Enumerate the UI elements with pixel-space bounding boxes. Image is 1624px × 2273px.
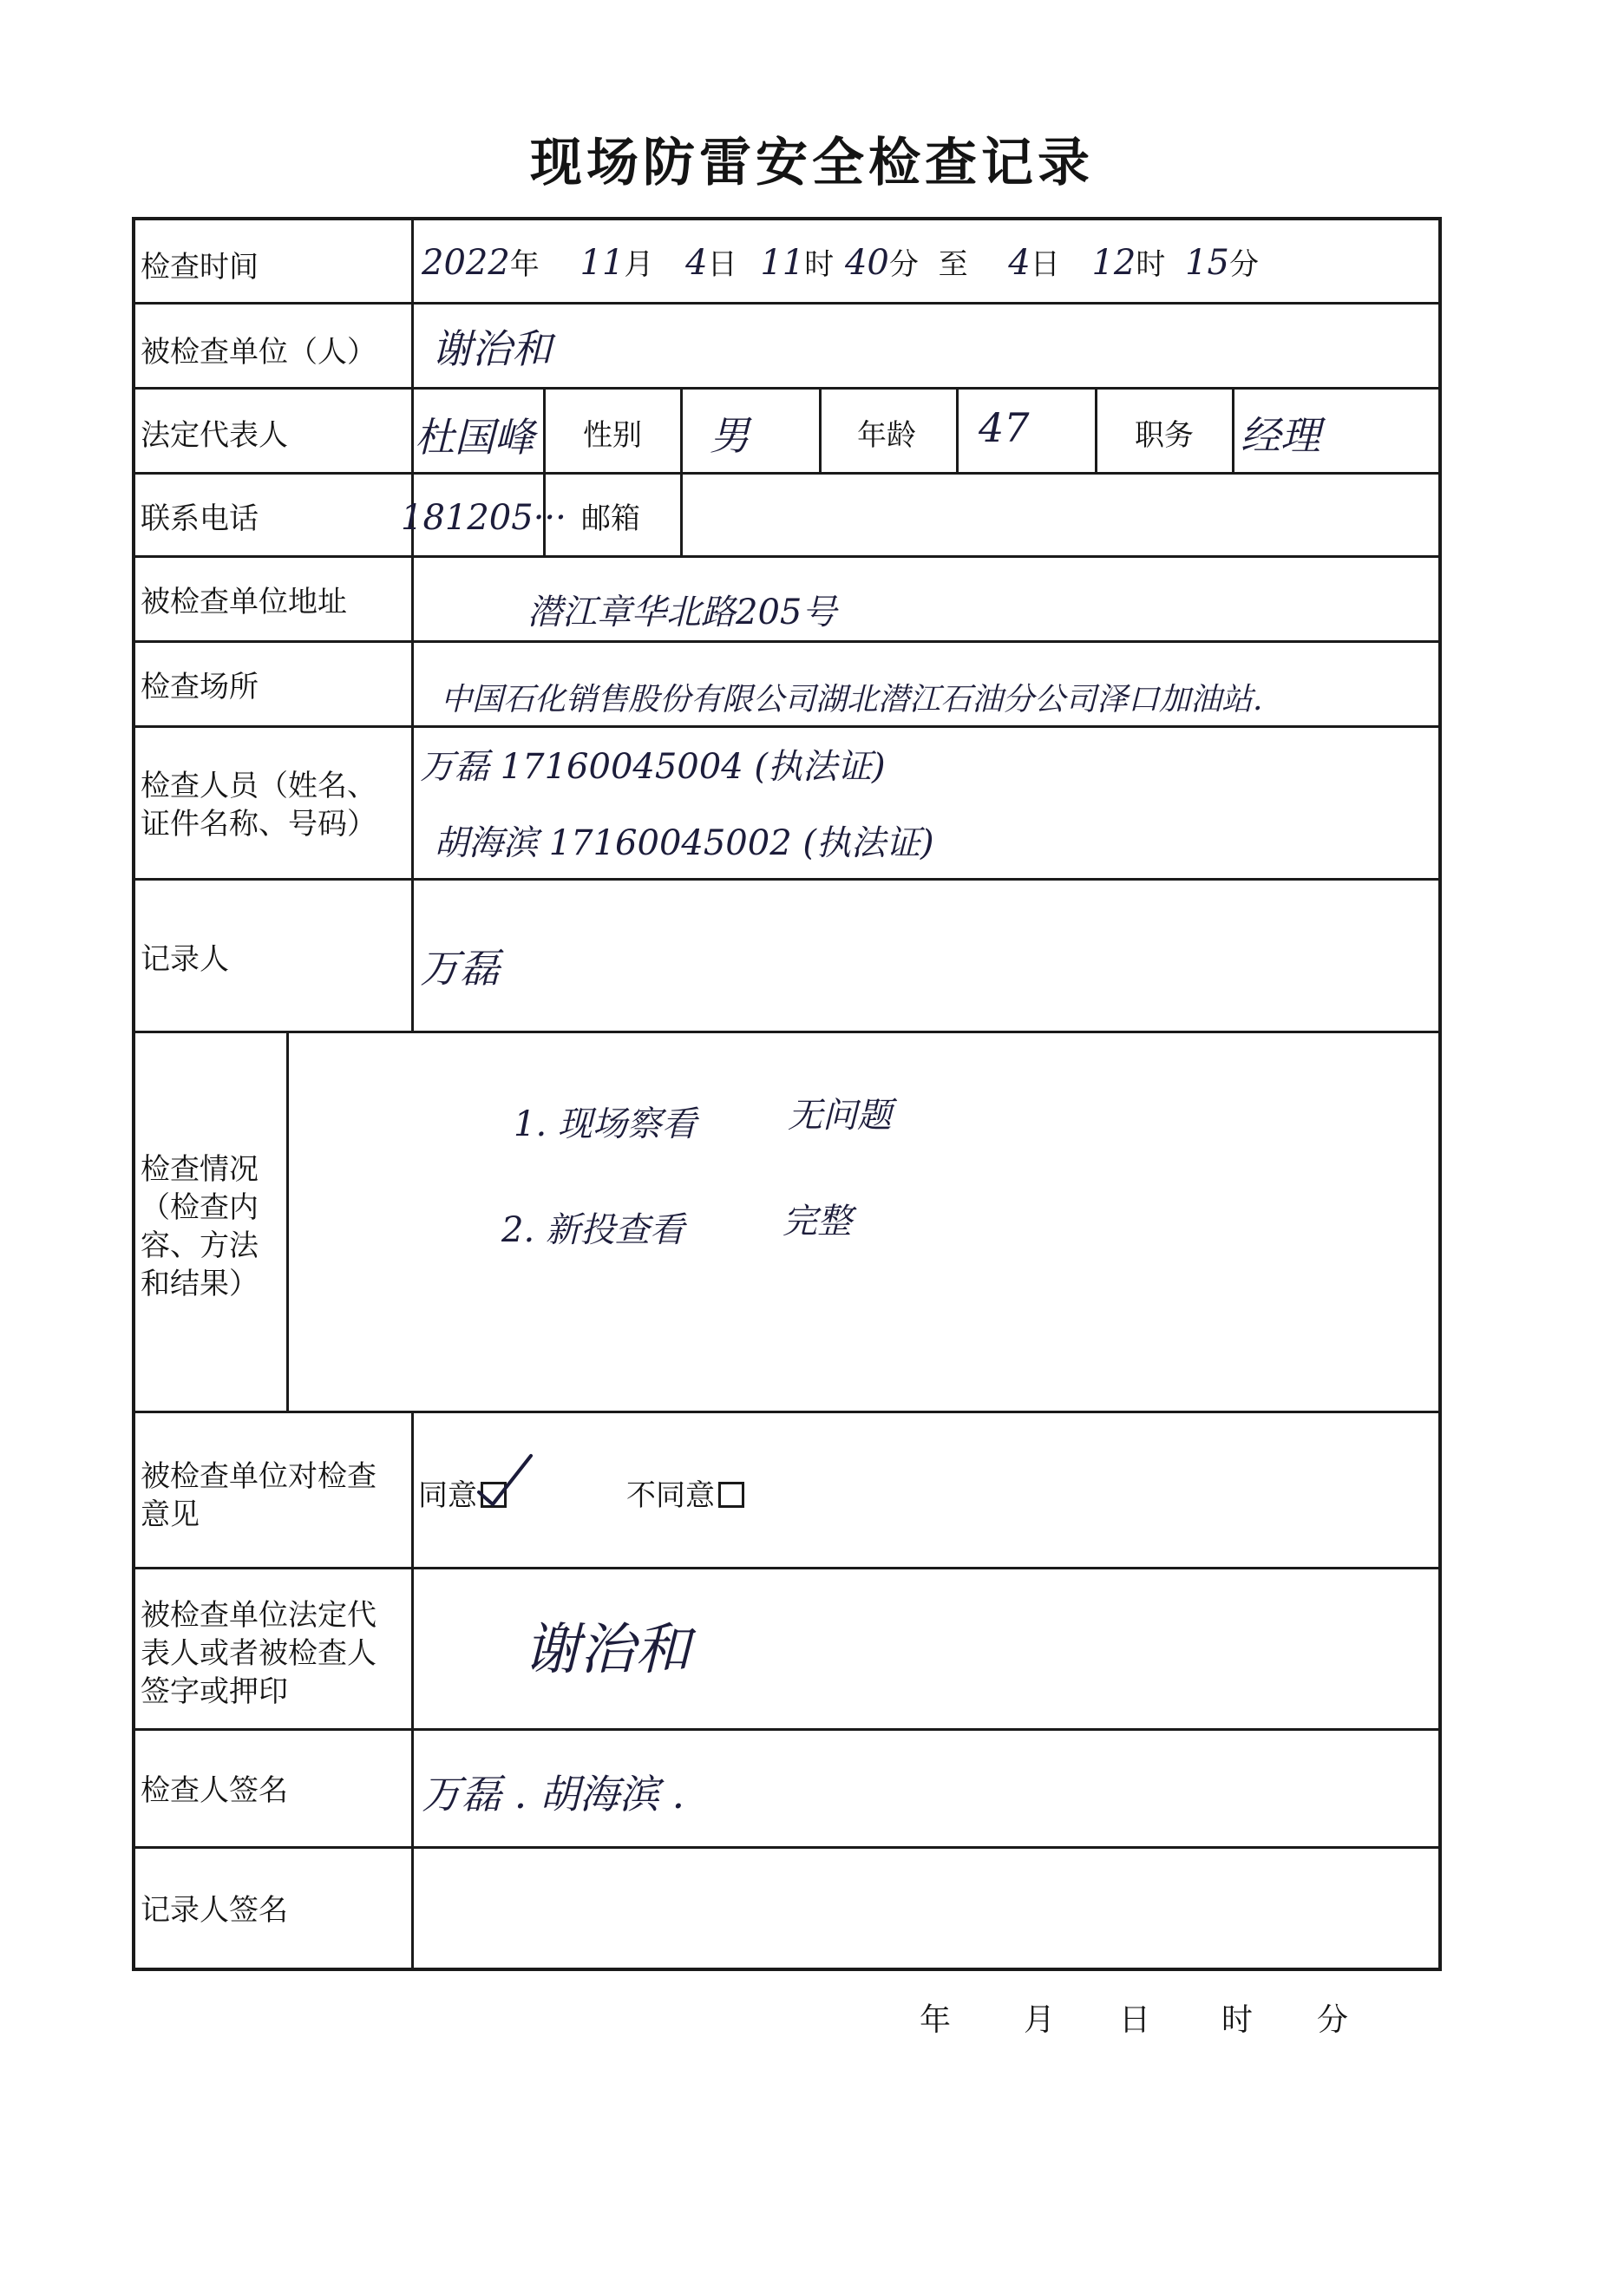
- inspection-site-value: 中国石化销售股份有限公司湖北潜江石油分公司泽口加油站.: [441, 682, 1263, 717]
- address-value: 潜江章华北路205号: [527, 593, 837, 632]
- label-inspected-unit: 被检查单位（人）: [141, 335, 377, 370]
- position-value: 经理: [1241, 412, 1320, 459]
- age-value: 47: [979, 404, 1030, 451]
- label-legal-representative: 法定代表人: [141, 418, 288, 453]
- inspected-unit-value: 谢治和: [432, 325, 552, 372]
- label-recorder: 记录人: [141, 942, 229, 977]
- footer-month: 月: [1024, 2002, 1056, 2038]
- situation-result-1: 无问题: [788, 1096, 892, 1136]
- inspection-time-value: 2022年 11月 4日 11时 40分 至 4日 12时 15分: [422, 243, 1259, 283]
- footer-minute: 分: [1317, 2002, 1349, 2038]
- phone-value: 181205···: [401, 498, 566, 538]
- label-legal-signature: 被检查单位法定代表人或者被检查人签字或押印: [141, 1598, 377, 1709]
- label-phone: 联系电话: [141, 501, 259, 536]
- recorder-value: 万磊: [420, 945, 500, 992]
- legal-signature-value: 谢治和: [524, 1618, 691, 1682]
- label-age: 年龄: [857, 418, 916, 453]
- footer-hour: 时: [1221, 2002, 1254, 2038]
- footer-day: 日: [1119, 2002, 1151, 2038]
- label-recorder-signature: 记录人签名: [141, 1893, 288, 1928]
- legal-representative-value: 杜国峰: [415, 414, 534, 461]
- situation-result-2: 完整: [783, 1202, 852, 1241]
- label-inspectors: 检查人员（姓名、证件名称、号码）: [141, 769, 377, 842]
- disagree-checkbox[interactable]: [718, 1482, 744, 1508]
- inspector-line-2: 胡海滨 17160045002 (执法证): [434, 823, 934, 863]
- label-inspector-signature: 检查人签名: [141, 1773, 288, 1808]
- label-inspection-situation: 检查情况（检查内容、方法和结果）: [141, 1152, 259, 1301]
- label-unit-opinion: 被检查单位对检查意见: [141, 1459, 377, 1532]
- situation-item-1: 1. 现场察看: [514, 1104, 697, 1144]
- label-inspection-time: 检查时间: [141, 250, 259, 285]
- agree-option[interactable]: 同意: [418, 1477, 507, 1515]
- gender-value: 男: [710, 412, 750, 459]
- label-email: 邮箱: [581, 501, 640, 536]
- inspector-line-1: 万磊 17160045004 (执法证): [420, 747, 886, 787]
- label-inspection-site: 检查场所: [141, 670, 259, 704]
- inspector-signature-value: 万磊 . 胡海滨 .: [422, 1771, 685, 1818]
- situation-item-2: 2. 新投查看: [501, 1210, 684, 1250]
- disagree-option[interactable]: 不同意: [626, 1477, 744, 1515]
- label-gender: 性别: [583, 418, 642, 453]
- label-address: 被检查单位地址: [141, 585, 347, 619]
- label-position: 职务: [1135, 418, 1194, 453]
- check-mark-icon: [475, 1451, 536, 1511]
- document-title: 现场防雷安全检查记录: [530, 133, 1094, 193]
- footer-year: 年: [920, 2002, 952, 2038]
